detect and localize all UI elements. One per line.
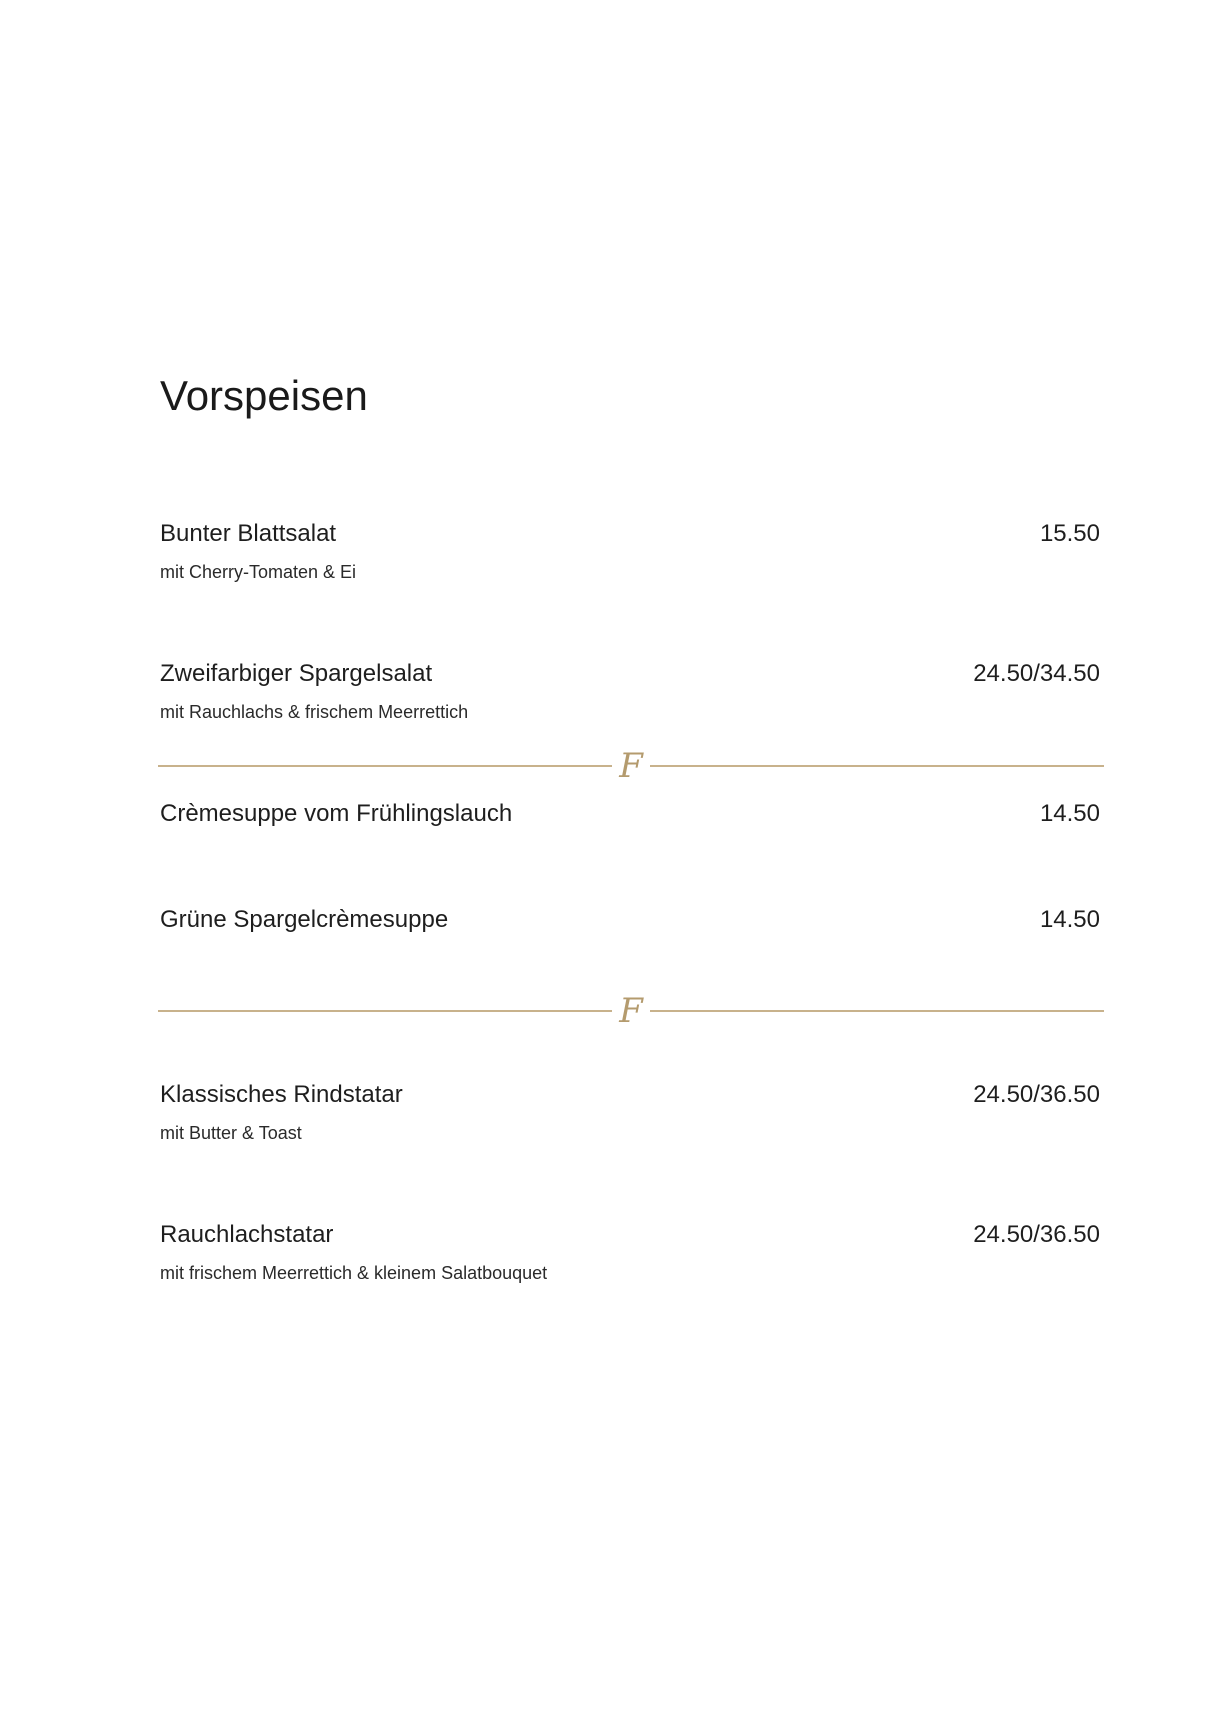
menu-item-description: mit Cherry-Tomaten & Ei [160,562,357,582]
monogram-f-icon: F [619,746,643,786]
menu-item-price: 14.50 [1039,800,1100,827]
ornament-divider [158,746,1104,786]
divider-line [650,1010,1104,1012]
menu-item-price: 24.50/36.50 [973,1081,1100,1108]
monogram-f-icon: F [619,991,643,1031]
divider-line [650,765,1104,767]
menu-item-price: 24.50/34.50 [973,660,1100,687]
menu-item-name: Klassisches Rindstatar [160,1081,403,1108]
menu-item-name: Crèmesuppe vom Frühlingslauch [160,800,513,827]
menu-item-description: mit Rauchlachs & frischem Meerrettich [160,702,469,722]
menu-item-price: 15.50 [1039,520,1100,547]
menu-item-description: mit frischem Meerrettich & kleinem Salatbouquet [160,1263,548,1283]
menu-item-price: 14.50 [1039,906,1100,933]
menu-item-price: 24.50/36.50 [973,1221,1100,1248]
menu-item-name: Zweifarbiger Spargelsalat [160,660,433,687]
menu-item-name: Rauchlachstatar [160,1221,334,1248]
menu-item-description: mit Butter & Toast [160,1123,302,1143]
divider-line [158,1010,612,1012]
menu-item-name: Bunter Blattsalat [160,520,337,547]
menu-item-name: Grüne Spargelcrèmesuppe [160,906,449,933]
ornament-divider [158,991,1104,1031]
divider-line [158,765,612,767]
page-title: Vorspeisen [160,372,368,419]
